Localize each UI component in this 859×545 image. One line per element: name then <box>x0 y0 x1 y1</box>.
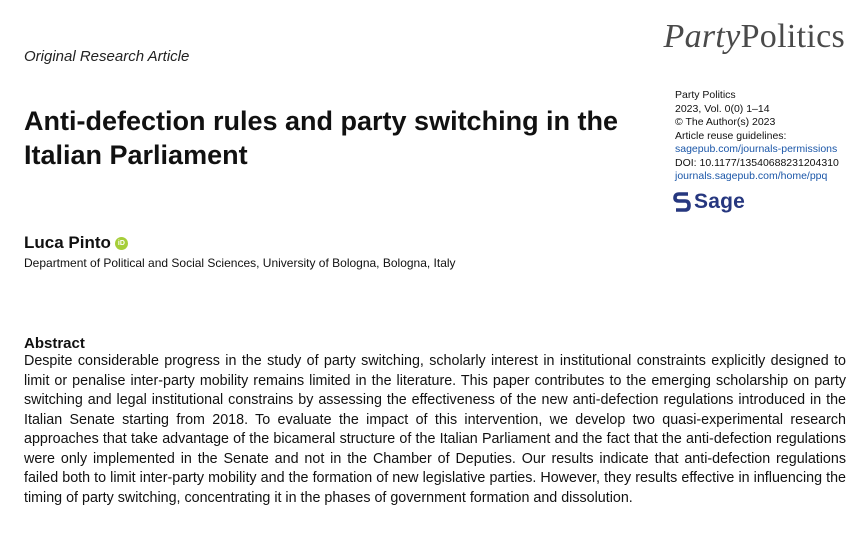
journal-home-link[interactable]: journals.sagepub.com/home/ppq <box>675 170 828 182</box>
meta-copyright: © The Author(s) 2023 <box>675 116 776 128</box>
meta-journal: Party Politics <box>675 89 736 101</box>
meta-doi[interactable]: DOI: 10.1177/13540688231204310 <box>675 156 839 169</box>
abstract-heading: Abstract <box>24 335 85 352</box>
article-type-label: Original Research Article <box>24 48 190 65</box>
abstract-body: Despite considerable progress in the study of party switching, scholarly interest in institutional constraints explicitly designed to limit or penalise inter-party mobility remains limited in the literature. This paper contributes to the emerging scholarship on party switching and legal institutional constrains by assessing the effectiveness of the new anti-defection regulations introduced in the Italian Senate starting from 2018. To evaluate the impact of this intervention, we develop two quasi-experimental research approaches that take advantage of the bicameral structure of the Italian Parliament and the fact that the anti-defection regulations were only implemented in the Senate and not in the Chamber of Deputies. Our results indicate that anti-defection regulations failed both to limit inter-party mobility and the formation of new legislative parties. However, they results effective in influencing the timing of party switching, concentrating it in the phases of government formation and dissolution. <box>24 353 846 506</box>
author-affiliation: Department of Political and Social Sciences, University of Bologna, Bologna, Italy <box>24 256 456 270</box>
sage-s-icon <box>673 190 691 214</box>
author-name-row <box>24 233 128 253</box>
meta-volume: 2023, Vol. 0(0) 1–14 <box>675 102 770 115</box>
journal-logo <box>664 18 845 56</box>
article-title: Anti-defection rules and party switching in the Italian Parliament <box>24 106 619 170</box>
orcid-icon[interactable]: iD <box>115 237 128 250</box>
author-name: Luca Pinto <box>24 233 111 252</box>
reuse-guidelines-link[interactable]: sagepub.com/journals-permissions <box>675 143 838 155</box>
meta-reuse-label: Article reuse guidelines: <box>675 129 787 142</box>
sage-logo <box>673 190 745 214</box>
journal-logo-party: Party <box>663 18 741 55</box>
article-meta <box>675 89 855 184</box>
journal-logo-politics: Politics <box>740 18 845 55</box>
sage-wordmark: Sage <box>694 190 745 213</box>
